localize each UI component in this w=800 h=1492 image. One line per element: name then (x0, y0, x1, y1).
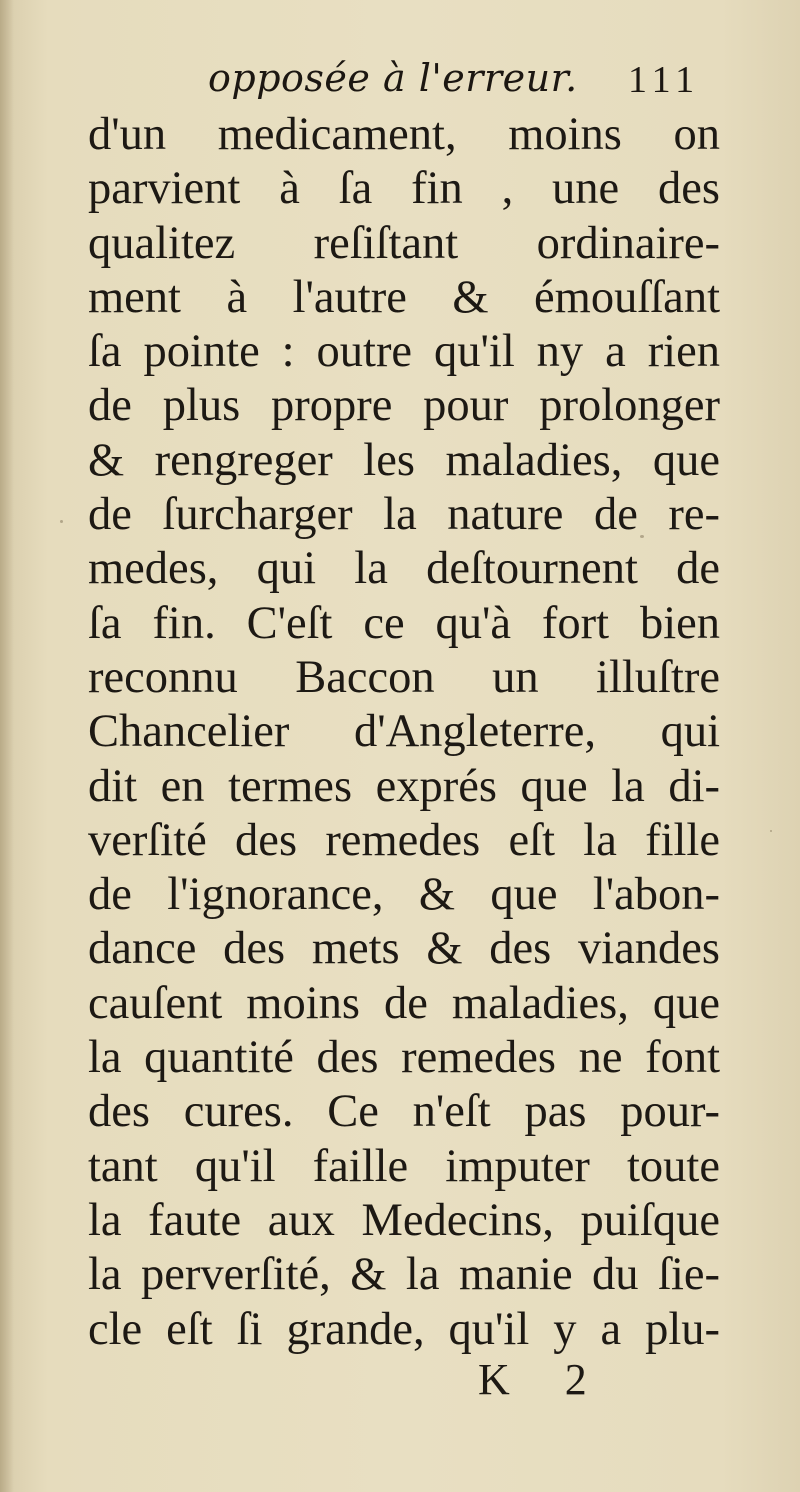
body-text (88, 108, 720, 1357)
paper-speck (770, 830, 772, 832)
running-title: opposée à l'erreur. (208, 56, 578, 100)
text-line: de plus propre pour prolonger (88, 380, 720, 432)
running-head (0, 50, 800, 110)
text-line: ſa pointe : outre qu'il ny a rien (88, 326, 720, 378)
text-line: ſa fin. C'eſt ce qu'à fort bien (88, 597, 720, 649)
text-line: la perverſité, & la manie du ſie- (88, 1249, 720, 1301)
text-line: dance des mets & des viandes (88, 923, 720, 975)
gutter-shadow (0, 0, 14, 1492)
text-line: tant qu'il faille imputer toute (88, 1140, 720, 1192)
text-line: reconnu Baccon un illuſtre (88, 651, 720, 703)
text-line: verſité des remedes eſt la fille (88, 814, 720, 866)
page-number: 111 (628, 59, 701, 101)
paper-speck (60, 520, 63, 523)
text-line: la faute aux Medecins, puiſque (88, 1194, 720, 1246)
text-line: dit en termes exprés que la di- (88, 760, 720, 812)
signature-mark: K 2 (478, 1355, 609, 1404)
text-line: qualitez reſiſtant ordinaire- (88, 217, 720, 269)
text-line: cauſent moins de maladies, que (88, 977, 720, 1029)
text-line: cle eſt ſi grande, qu'il y a plu- (88, 1303, 720, 1355)
text-line: d'un medicament, moins on (88, 109, 720, 160)
text-line: parvient à ſa fin , une des (88, 163, 720, 215)
text-line: de ſurcharger la nature de re- (88, 489, 720, 541)
text-line: la quantité des remedes ne font (88, 1032, 720, 1084)
text-line: Chancelier d'Angleterre, qui (88, 706, 720, 758)
text-line: & rengreger les maladies, que (88, 434, 720, 486)
text-line: de l'ignorance, & que l'abon- (88, 869, 720, 921)
paper-speck (640, 535, 644, 538)
text-line: des cures. Ce n'eſt pas pour- (88, 1086, 720, 1138)
text-line: ment à l'autre & émouſſant (88, 271, 720, 323)
text-line: medes, qui la deſtournent de (88, 543, 720, 595)
